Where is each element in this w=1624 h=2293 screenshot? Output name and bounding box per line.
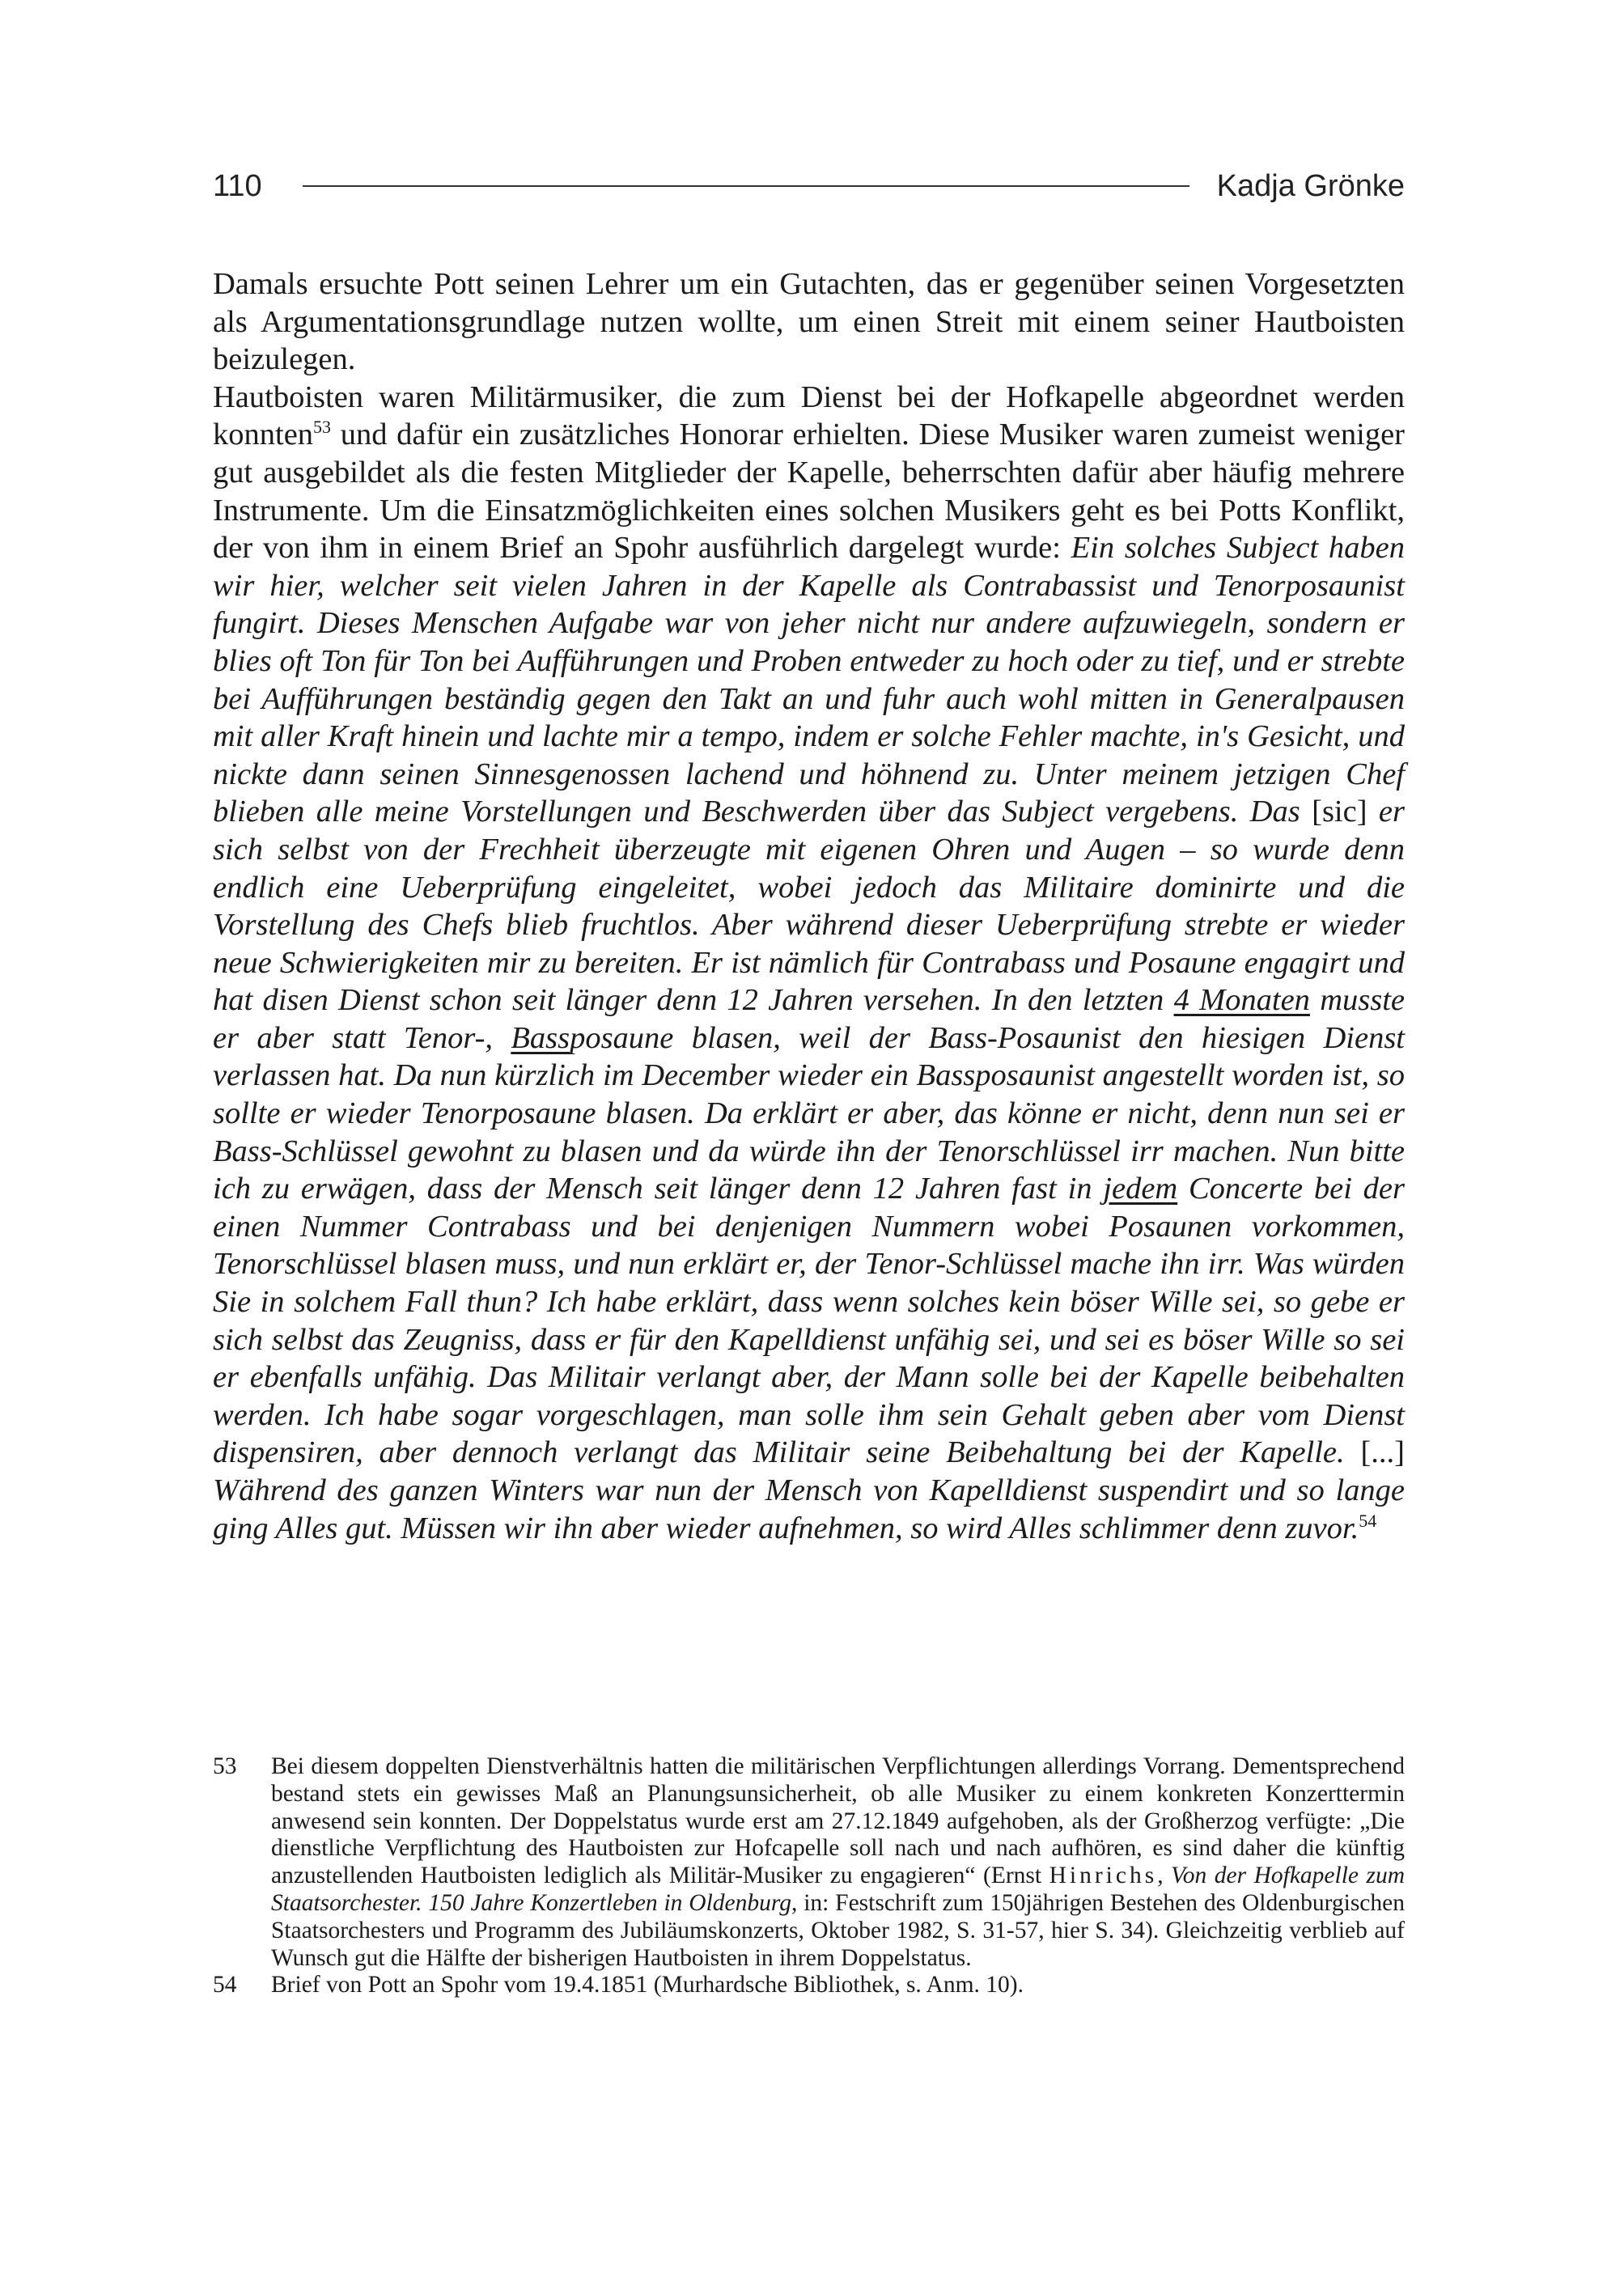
cited-title: Von der Hofkapelle zum Staatsorchester. 150 Jahre Konzertleben in Oldenburg xyxy=(271,1863,1406,1916)
header-rule xyxy=(303,185,1189,187)
footnote-53 xyxy=(213,1753,1405,1972)
text-segment: und dafür ein zusätzliches Honorar erhielten. Diese Musiker waren zumeist weniger gut ausgebildet als die festen Mitglieder der Kapelle, beherrschten dafür aber häufig mehrere Instrumente. Um die Einsatzmöglichkeiten eines solchen Musikers geht es bei Potts Konflikt, der von ihm in einem Brief an Spohr ausführlich dargelegt wurde: xyxy=(213,417,1405,566)
cited-author: Hinrichs xyxy=(1049,1863,1158,1889)
running-header xyxy=(213,162,1405,210)
underlined-emphasis: 4 Monaten xyxy=(1173,983,1310,1018)
underlined-emphasis: Bass xyxy=(511,1020,570,1055)
quote-segment: Concerte bei der einen Nummer Contrabass und bei denjenigen Nummern wobei Posaunen vorkommen, Tenorschlüssel blasen muss, und nun erklärt er, der Tenor-Schlüssel mache ihn irr. Was würden Sie in solchem Fall thun? Ich habe erklärt, dass wenn solches kein böser Wille sei, so gebe er sich selbst das Zeugniss, dass er für den Kapelldienst unfähig sei, und sei es böser Wille so sei er ebenfalls unfähig. Das Militair verlangt aber, der Mann solle bei der Kapelle beibehalten werden. Ich habe sogar vorgeschlagen, man solle ihm sein Gehalt geben aber vom Dienst dispensiren, aber dennoch verlangt das Militair seine Beibehaltung bei der Kapelle. xyxy=(213,1172,1406,1470)
footnote-number: 53 xyxy=(213,1753,237,1779)
quote-segment: musste er aber statt Tenor-, xyxy=(213,983,1405,1055)
text-segment: , xyxy=(1157,1863,1172,1889)
footnotes xyxy=(213,1753,1405,1999)
running-head-author: Kadja Grönke xyxy=(1216,168,1405,203)
underlined-emphasis: jedem xyxy=(1103,1172,1178,1206)
letter-quote xyxy=(213,531,1405,829)
main-text xyxy=(213,265,1405,1547)
quote-segment: Ein solches Subject haben wir hier, welcher seit vielen Jahren in der Kapelle als Contrabassist und Tenorposaunist fungirt. Dieses Menschen Aufgabe war von jeher nicht nur andere aufzuwiegeln, sondern er blies oft Ton für Ton bei Aufführungen und Proben entweder zu hoch oder zu tief, und er strebte bei Aufführungen beständig gegen den Takt an und fuhr auch wohl mitten in Generalpausen mit aller Kraft hinein und lachte mir a tempo, indem er solche Fehler machte, in's Gesicht, und nickte dann seinen Sinnesgenossen lachend und höhnend zu. Unter meinem jetzigen Chef blieben alle meine Vorstellungen und Beschwerden über das Subject vergebens. Das xyxy=(213,531,1405,829)
sic-marker: [sic] xyxy=(1312,795,1367,829)
paragraph-hautboisten xyxy=(213,379,1405,1547)
text-segment: Bei diesem doppelten Dienstverhältnis hatten die militärischen Verpflichtungen allerdings Vorrang. Dementsprechend bestand stets ein gewisses Maß an Planungsunsicherheit, ob alle Musiker zu einem konkreten Konzerttermin anwesend sein konnten. Der Doppelstatus wurde erst am 27.12.1849 aufgehoben, als der Großherzog verfügte: „Die dienstliche Verpflichtung des Hautboisten zur Hofcapelle soll nach und nach aufhören, es sind daher die künftig anzustellenden Hautboisten lediglich als Militär-Musiker zu engagieren“ (Ernst xyxy=(271,1753,1405,1889)
quote-segment: Während des ganzen Winters war nun der Mensch von Kapelldienst suspendirt und so lange ging Alles gut. Müssen wir ihn aber wieder aufnehmen, so wird Alles schlimmer denn zuvor. xyxy=(213,1473,1405,1545)
text-segment: Hautboisten waren Militärmusiker, die zum Dienst bei der Hofkapelle abgeordnet werden konnten xyxy=(213,379,1405,452)
footnote-ref-54[interactable]: 54 xyxy=(1359,1510,1377,1531)
quote-segment: posaune blasen, weil der Bass-Posaunist den hiesigen Dienst verlassen hat. Da nun kürzlich im December wieder ein Bassposaunist angestellt worden ist, so sollte er wieder Tenorposaune blasen. Da erklärt er aber, das könne er nicht, denn nun sei er Bass-Schlüssel gewohnt zu blasen und da würde ihn der Tenorschlüssel irr machen. Nun bitte ich zu erwägen, dass der Mensch seit länger denn 12 Jahren fast in xyxy=(213,1020,1406,1206)
footnote-text: Brief von Pott an Spohr vom 19.4.1851 (Murhardsche Bibliothek, s. Anm. 10). xyxy=(271,1972,1024,1998)
text-segment: , in: Festschrift zum 150jährigen Bestehen des Oldenburgischen Staatsorchesters und Programm des Jubiläumskonzerts, Oktober 1982, S. 31-57, hier S. 34). Gleichzeitig verblieb auf Wunsch gut die Hälfte der bisherigen Hautboisten in ihrem Doppelstatus. xyxy=(271,1889,1405,1971)
letter-quote-end xyxy=(213,1473,1405,1545)
footnote-number: 54 xyxy=(213,1972,237,1998)
quote-segment: er sich selbst von der Frechheit überzeugte mit eigenen Ohren und Augen – so wurde denn endlich eine Ueberprüfung eingeleitet, wobei jedoch das Militaire dominirte und die Vorstellung des Chefs blieb fruchtlos. Aber während dieser Ueberprüfung strebte er wieder neue Schwierigkeiten mir zu bereiten. Er ist nämlich für Contrabass und Posaune engagirt und hat disen Dienst schon seit länger denn 12 Jahren versehen. In den letzten xyxy=(213,795,1405,1018)
page-number: 110 xyxy=(213,168,262,203)
footnote-54 xyxy=(213,1972,1405,1999)
letter-quote-continued xyxy=(213,795,1405,1469)
footnote-ref-53[interactable]: 53 xyxy=(313,417,332,438)
ellipsis-marker: [...] xyxy=(1360,1435,1405,1470)
paragraph-intro: Damals ersuchte Pott seinen Lehrer um ein Gutachten, das er gegenüber seinen Vorgesetzten als Argumentationsgrundlage nutzen wollte, um einen Streit mit einem seiner Hautboisten beizulegen. xyxy=(213,267,1405,377)
footnote-text xyxy=(271,1753,1405,1972)
